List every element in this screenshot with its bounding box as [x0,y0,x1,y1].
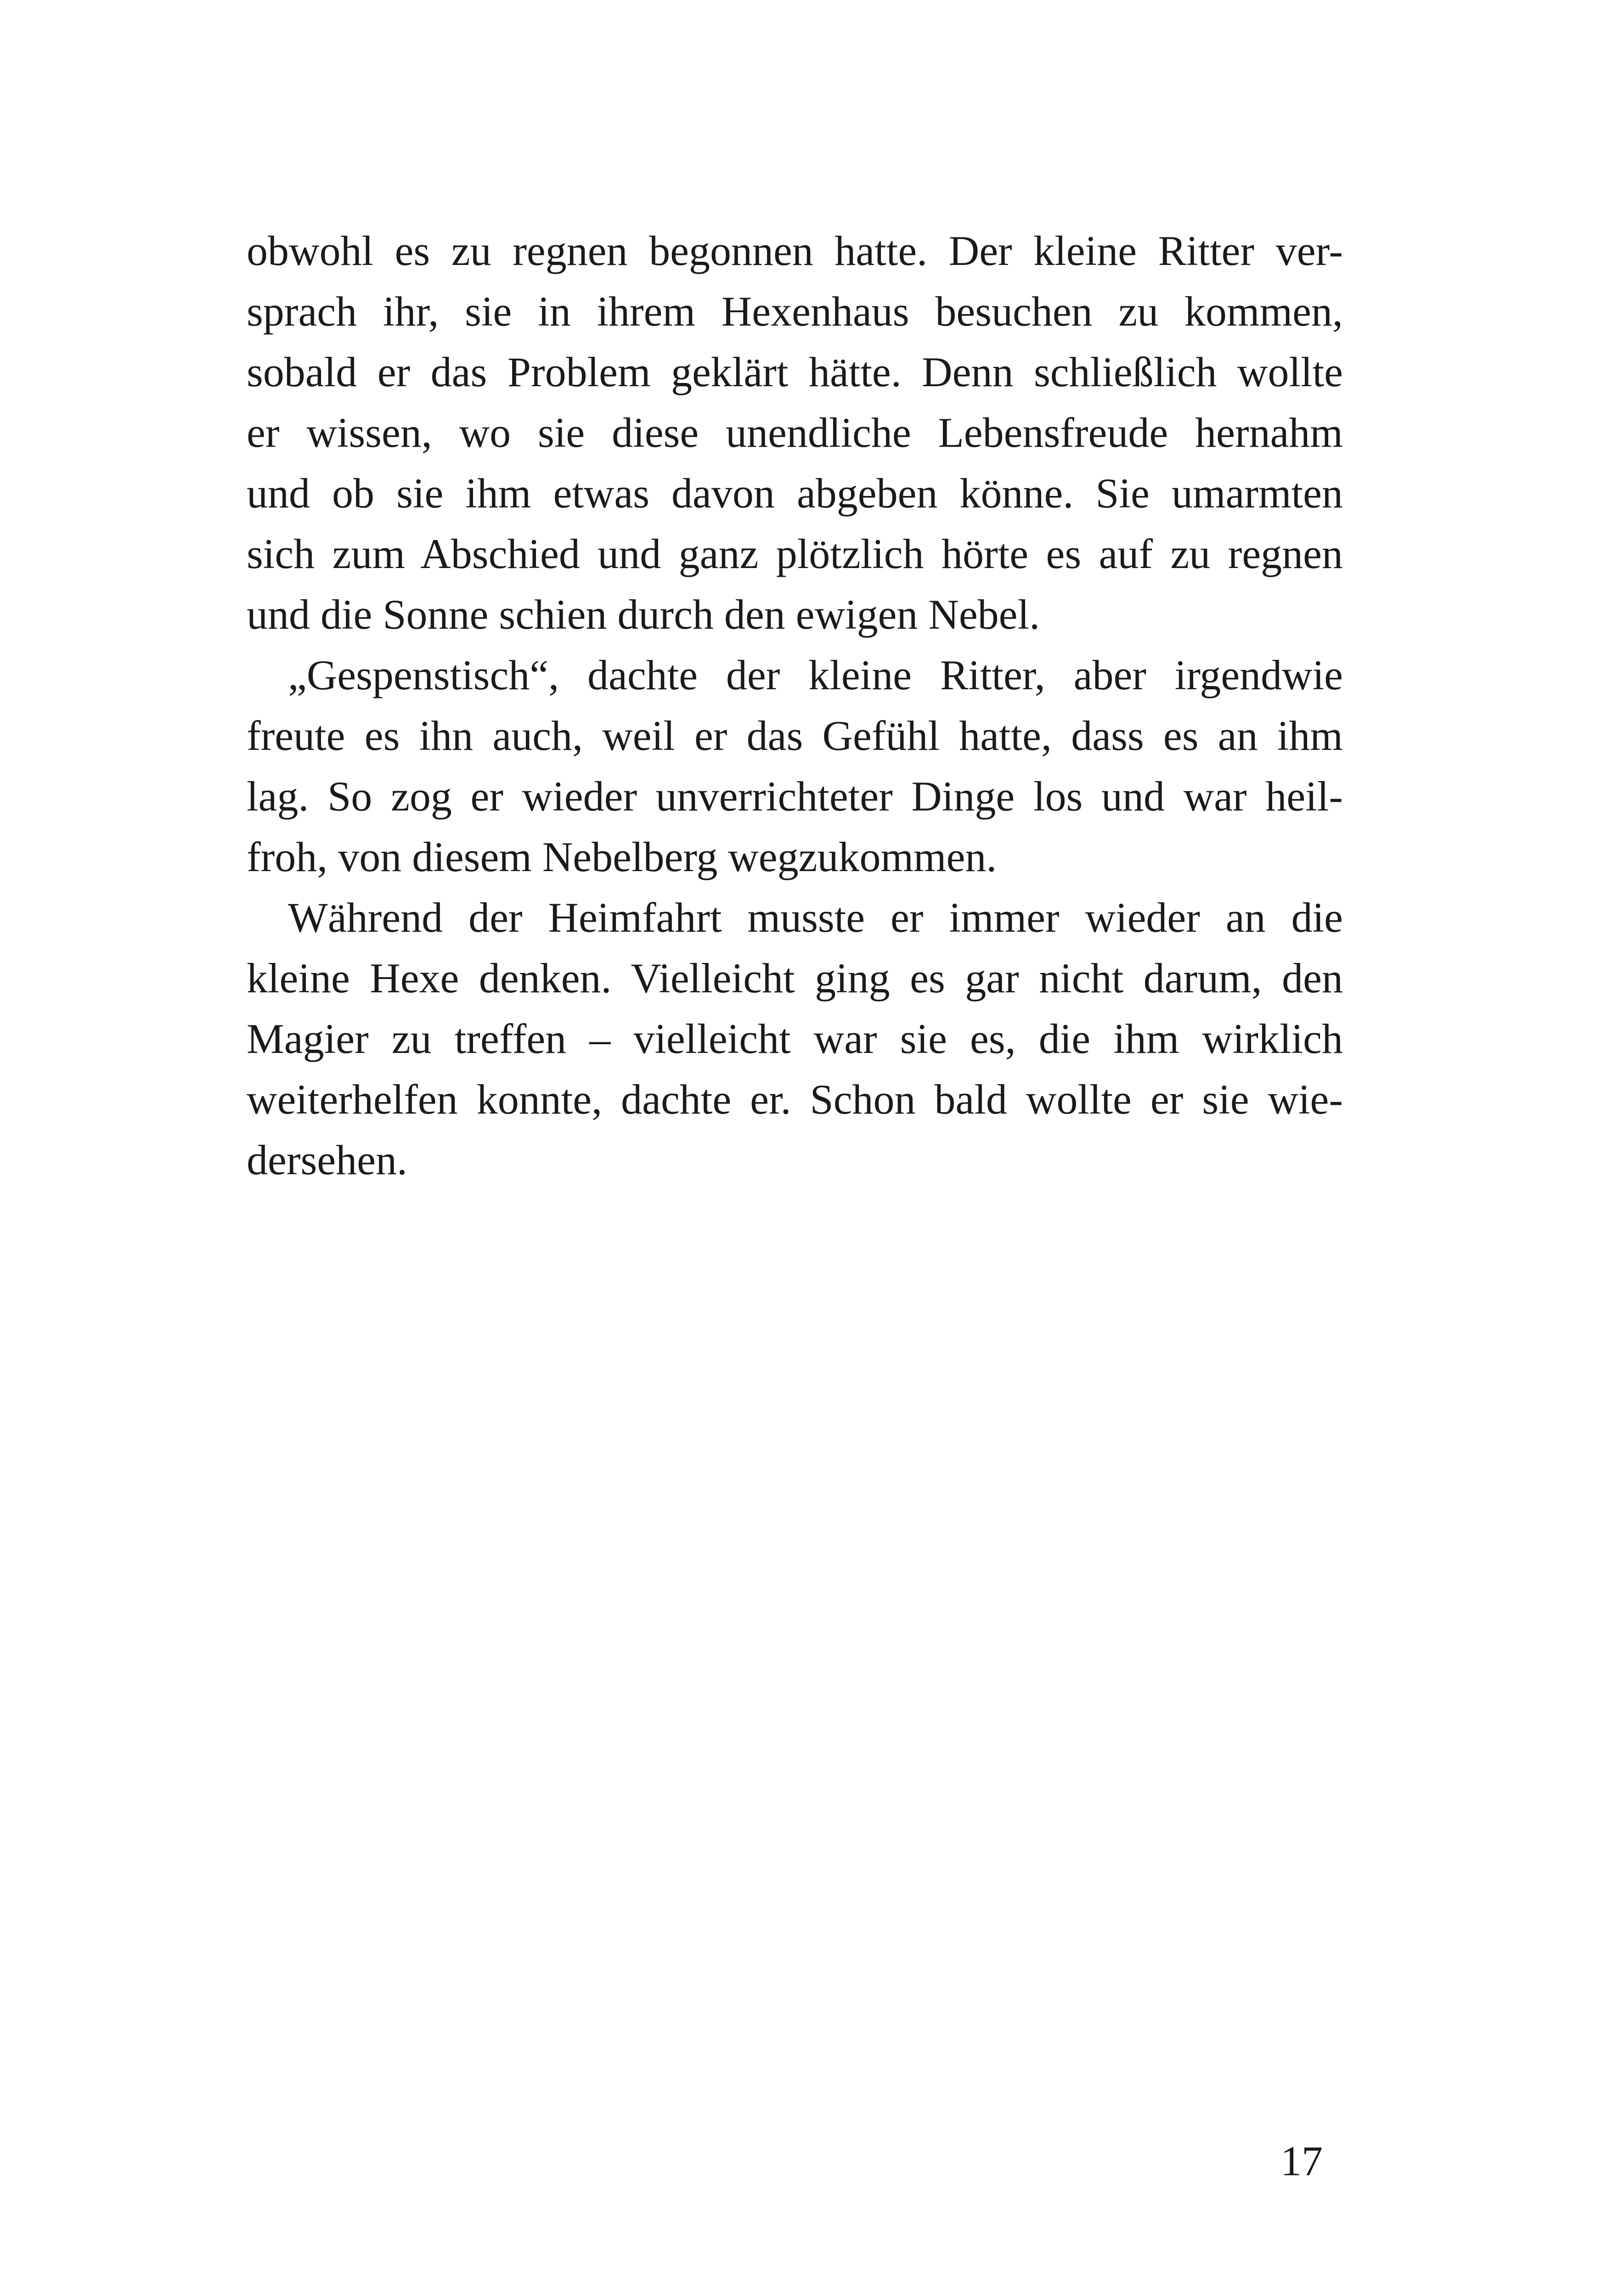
text-line: sich zum Abschied und ganz plötzlich hörte es auf zu regnen [247,530,1343,577]
text-line: sprach ihr, sie in ihrem Hexenhaus besuchen zu kommen, [247,288,1343,335]
text-line: obwohl es zu regnen begonnen hatte. Der kleine Ritter ver- [247,227,1343,274]
text-line: sobald er das Problem geklärt hätte. Denn schließlich wollte [247,349,1343,395]
text-line: Während der Heimfahrt musste er immer wieder an die [288,894,1343,941]
text-line: und ob sie ihm etwas davon abgeben könne. Sie umarmten [247,470,1343,517]
page-number: 17 [1280,2138,1323,2184]
text-line: Magier zu treffen – vielleicht war sie es, die ihm wirklich [247,1015,1343,1062]
text-line: lag. So zog er wieder unverrichteter Dinge los und war heil- [247,773,1343,820]
text-line: kleine Hexe denken. Vielleicht ging es gar nicht darum, den [247,955,1343,1002]
text-line: er wissen, wo sie diese unendliche Lebensfreude hernahm [247,409,1343,456]
text-line: weiterhelfen konnte, dachte er. Schon bald wollte er sie wie- [247,1076,1343,1123]
text-line: froh, von diesem Nebelberg wegzukommen. [247,833,997,880]
text-line: dersehen. [247,1137,407,1183]
text-line: „Gespenstisch“, dachte der kleine Ritter, aber irgendwie [288,652,1343,698]
text-line: und die Sonne schien durch den ewigen Nebel. [247,591,1040,638]
body-text [247,220,1343,1190]
text-line: freute es ihn auch, weil er das Gefühl hatte, dass es an ihm [247,712,1343,759]
